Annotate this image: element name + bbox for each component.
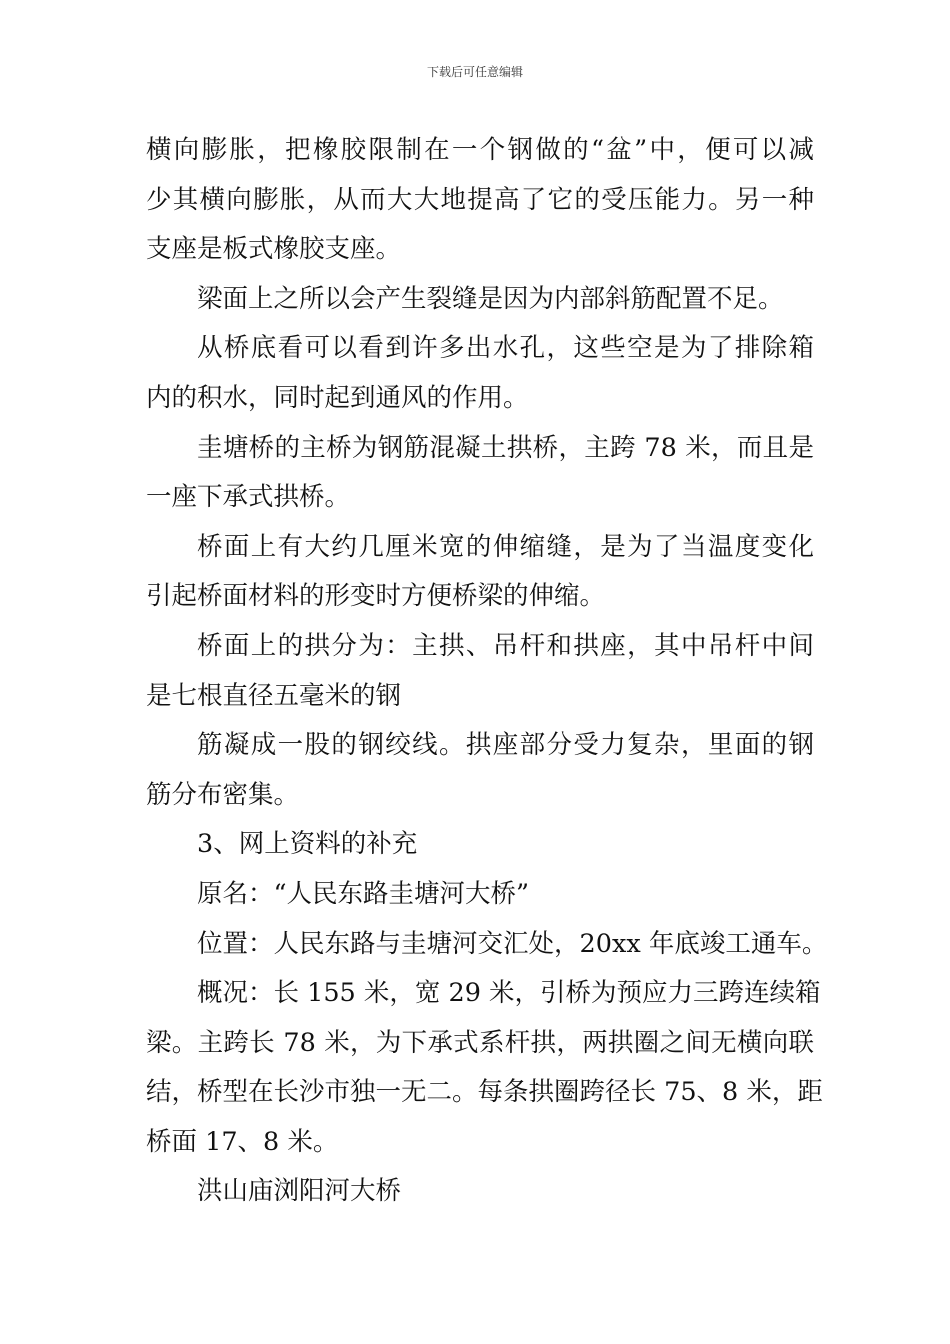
paragraph-line: 桥面 17、8 米。 [146, 1126, 339, 1157]
paragraph-line: 支座是板式橡胶支座。 [146, 234, 402, 265]
paragraph-line: 梁。主跨长 78 米，为下承式系杆拱，两拱圈之间无横向联 [146, 1027, 814, 1058]
document-body [146, 126, 828, 1217]
paragraph-line: 筋分布密集。 [146, 779, 300, 810]
paragraph-line: 位置：人民东路与圭塘河交汇处，20xx 年底竣工通车。 [197, 928, 828, 959]
paragraph [146, 622, 814, 721]
paragraph-line: 一座下承式拱桥。 [146, 482, 351, 513]
paragraph [146, 870, 814, 920]
paragraph-line: 桥面上有大约几厘米宽的伸缩缝，是为了当温度变化 [197, 531, 814, 562]
paragraph [146, 324, 814, 423]
paragraph-line: 结，桥型在长沙市独一无二。每条拱圈跨径长 75、8 米，距 [146, 1077, 823, 1108]
paragraph [146, 969, 823, 1167]
paragraph-line: 3、网上资料的补充 [197, 829, 418, 860]
paragraph-line: 引起桥面材料的形变时方便桥梁的伸缩。 [146, 581, 606, 612]
paragraph-line: 内的积水，同时起到通风的作用。 [146, 382, 529, 413]
paragraph-line: 从桥底看可以看到许多出水孔，这些空是为了排除箱 [197, 333, 814, 364]
paragraph-line: 少其横向膨胀，从而大大地提高了它的受压能力。另一种 [146, 184, 814, 215]
paragraph-line: 是七根直径五毫米的钢 [146, 680, 402, 711]
paragraph [146, 523, 814, 622]
paragraph [146, 424, 814, 523]
paragraph-line: 横向膨胀，把橡胶限制在一个钢做的“盆”中，便可以减 [146, 135, 814, 165]
paragraph [146, 820, 814, 870]
paragraph-line: 原名：“人民东路圭塘河大桥” [197, 878, 530, 909]
paragraph-line: 概况：长 155 米，宽 29 米，引桥为预应力三跨连续箱 [197, 978, 821, 1009]
paragraph-line: 桥面上的拱分为：主拱、吊杆和拱座，其中吊杆中间 [197, 630, 814, 661]
paragraph [146, 721, 814, 820]
paragraph [146, 275, 814, 325]
paragraph-line: 圭塘桥的主桥为钢筋混凝土拱桥，主跨 78 米，而且是 [197, 432, 814, 463]
page-header-note: 下载后可任意编辑 [426, 65, 523, 79]
paragraph [146, 1167, 814, 1217]
paragraph-line: 梁面上之所以会产生裂缝是因为内部斜筋配置不足。 [197, 283, 784, 314]
paragraph-line: 洪山庙浏阳河大桥 [197, 1176, 402, 1207]
paragraph-line: 筋凝成一股的钢绞线。拱座部分受力复杂，里面的钢 [197, 730, 814, 761]
paragraph [146, 126, 814, 275]
paragraph [146, 920, 828, 970]
